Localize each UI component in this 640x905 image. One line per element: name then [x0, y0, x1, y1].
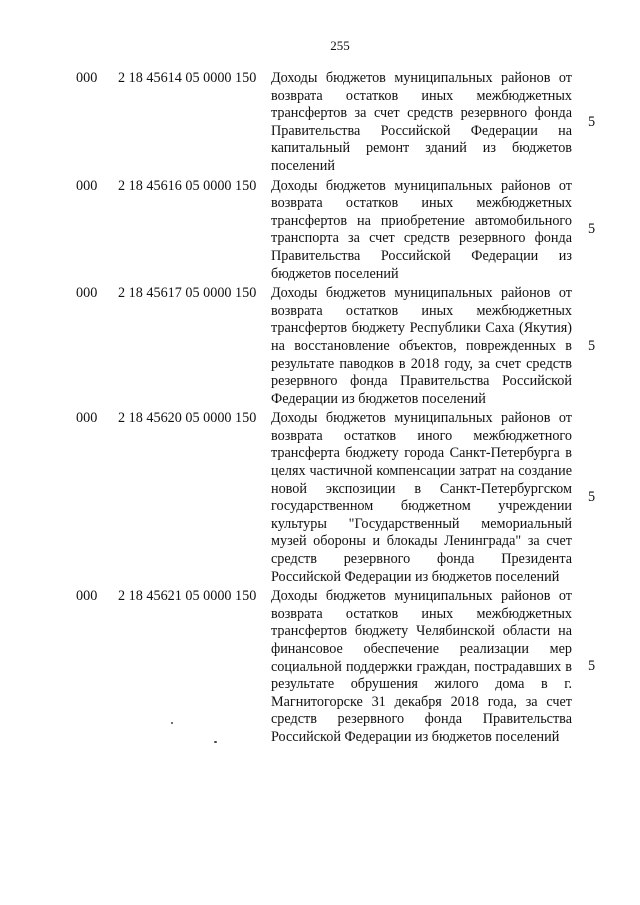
admin-code: 000	[76, 588, 98, 605]
table-row	[0, 70, 640, 176]
table-row	[0, 588, 640, 746]
table-row	[0, 285, 640, 408]
admin-code: 000	[76, 177, 98, 194]
admin-code: 000	[76, 285, 98, 302]
admin-code: 000	[76, 70, 98, 86]
amount-value: 5	[588, 489, 596, 506]
scan-speck	[171, 722, 173, 724]
admin-code: 000	[76, 410, 98, 427]
revenue-name: Доходы бюджетов муниципальных районов от возврата остатков иных межбюджетных трансфертов бюджету Челябинской области на финансовое обеспечение реализации мер социальной поддержки граждан, пострадавших в результате обрушения жилого дома в г. Магнитогорске 31 декабря 2018 года, за счет средств резервного фонда Правительства Российской Федерации из бюджетов поселений	[271, 588, 572, 745]
scan-speck	[214, 741, 217, 743]
revenue-name: Доходы бюджетов муниципальных районов от возврата остатков иных межбюджетных трансфертов на приобретение автомобильного транспорта за счет средств резервного фонда Правительства Российской Федерации из бюджетов поселений	[271, 177, 572, 282]
budget-code-table	[0, 70, 640, 747]
amount-value: 5	[588, 658, 596, 675]
revenue-name: Доходы бюджетов муниципальных районов от возврата остатков иного межбюджетного трансферта бюджету города Санкт-Петербурга в целях частичной компенсации затрат на создание новой экспозиции в Санкт-Петербургском государственном бюджетном учреждении культуры "Государственный мемориальный музей обороны и блокады Ленинграда" за счет средств резервного фонда Президента Российской Федерации из бюджетов поселений	[271, 410, 572, 585]
budget-classification-code: 2 18 45621 05 0000 150	[118, 588, 257, 605]
page-number: 255	[330, 38, 350, 53]
table-row	[0, 410, 640, 586]
table-row	[0, 178, 640, 284]
budget-classification-code: 2 18 45620 05 0000 150	[118, 410, 257, 427]
revenue-name: Доходы бюджетов муниципальных районов от возврата остатков иных межбюджетных трансфертов за счет средств резервного фонда Правительства Российской Федерации на капитальный ремонт зданий из бюджетов поселений	[271, 70, 572, 174]
budget-classification-code: 2 18 45614 05 0000 150	[118, 70, 257, 86]
amount-value: 5	[588, 221, 596, 238]
amount-value: 5	[588, 113, 596, 130]
revenue-name: Доходы бюджетов муниципальных районов от возврата остатков иных межбюджетных трансфертов бюджету Республики Саха (Якутия) на восстановление объектов, поврежденных в результате паводков в 2018 году, за счет средств резервного фонда Правительства Российской Федерации из бюджетов поселений	[271, 285, 572, 407]
budget-classification-code: 2 18 45616 05 0000 150	[118, 177, 257, 194]
amount-value: 5	[588, 337, 596, 354]
budget-classification-code: 2 18 45617 05 0000 150	[118, 285, 257, 302]
